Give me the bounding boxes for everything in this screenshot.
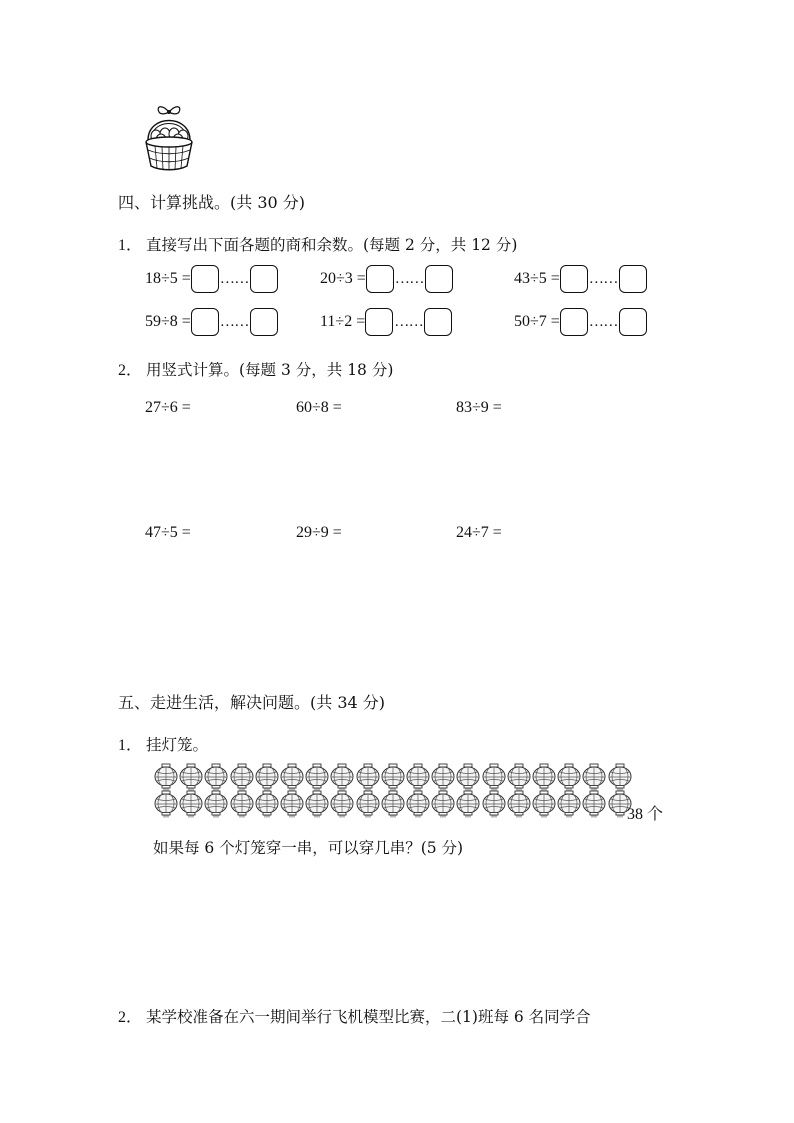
lantern-icon [178, 763, 204, 791]
lantern-icon [506, 790, 532, 818]
lantern-icon [430, 790, 456, 818]
lantern-icon [481, 763, 507, 791]
remainder-box[interactable] [250, 308, 278, 336]
lantern-icon [481, 790, 507, 818]
dots: …… [588, 313, 618, 330]
remainder-box[interactable] [425, 265, 453, 293]
lantern-icon [455, 763, 481, 791]
quotient-box[interactable] [560, 308, 588, 336]
lantern-icon [531, 790, 557, 818]
question-number: 1． [118, 237, 143, 254]
expression: 20÷3 = [320, 270, 366, 287]
lantern-icon [254, 790, 280, 818]
vertical-calc-item: 47÷5 = [145, 524, 191, 541]
vertical-calc-item: 60÷8 = [296, 399, 342, 416]
lantern-icon [279, 790, 305, 818]
lantern-icon [405, 763, 431, 791]
lantern-icon [203, 763, 229, 791]
section-5-title: 五、走进生活，解决问题。(共 34 分) [118, 693, 386, 712]
quotient-remainder-item [145, 265, 278, 293]
lantern-icon [355, 790, 381, 818]
dots: …… [219, 313, 249, 330]
lantern-icon [430, 763, 456, 791]
quotient-remainder-item [145, 308, 278, 336]
question-text: 直接写出下面各题的商和余数。(每题 2 分，共 12 分) [146, 236, 518, 254]
lantern-icon [153, 763, 179, 791]
dots: …… [394, 313, 424, 330]
lantern-icon [581, 763, 607, 791]
remainder-box[interactable] [619, 265, 647, 293]
lantern-icon [581, 790, 607, 818]
question-number: 2． [118, 362, 143, 379]
vertical-calc-item: 24÷7 = [456, 524, 502, 541]
vertical-calc-item: 83÷9 = [456, 399, 502, 416]
question-2-title [118, 357, 393, 380]
quotient-box[interactable] [366, 265, 394, 293]
question-text: 如果每 6 个灯笼穿一串，可以穿几串？(5 分) [153, 839, 464, 857]
lantern-icon [229, 763, 255, 791]
lantern-icon [405, 790, 431, 818]
vertical-calc-item: 27÷6 = [145, 399, 191, 416]
lantern-icon [203, 790, 229, 818]
dots: …… [588, 270, 618, 287]
question-1-title [118, 232, 517, 255]
lantern-icon [254, 763, 280, 791]
vertical-calc-item: 29÷9 = [296, 524, 342, 541]
expression: 11÷2 = [320, 313, 366, 330]
lantern-icon [380, 790, 406, 818]
lantern-icon [531, 763, 557, 791]
quotient-box[interactable] [191, 265, 219, 293]
question-text: 某学校准备在六一期间举行飞机模型比赛，二(1)班每 6 名同学合 [146, 1008, 591, 1026]
lantern-icon [556, 763, 582, 791]
lantern-icon [304, 763, 330, 791]
lantern-icon [279, 763, 305, 791]
lantern-icon [556, 790, 582, 818]
dots: …… [394, 270, 424, 287]
quotient-box[interactable] [191, 308, 219, 336]
lantern-icon [329, 763, 355, 791]
lantern-icon [455, 790, 481, 818]
expression: 18÷5 = [145, 270, 191, 287]
question-text: 用竖式计算。(每题 3 分，共 18 分) [146, 361, 394, 379]
expression: 50÷7 = [514, 313, 560, 330]
remainder-box[interactable] [619, 308, 647, 336]
quotient-box[interactable] [365, 308, 393, 336]
lantern-icon [380, 763, 406, 791]
lantern-icon [355, 763, 381, 791]
quotient-remainder-item [514, 265, 647, 293]
lantern-icon [329, 790, 355, 818]
quotient-remainder-item [320, 308, 452, 336]
quotient-remainder-item [514, 308, 647, 336]
question-number: 1． [118, 737, 143, 754]
remainder-box[interactable] [250, 265, 278, 293]
quotient-remainder-item [320, 265, 453, 293]
question-2-title [118, 1004, 591, 1027]
expression: 59÷8 = [145, 313, 191, 330]
lantern-icon [304, 790, 330, 818]
quotient-box[interactable] [560, 265, 588, 293]
lantern-icon [178, 790, 204, 818]
remainder-box[interactable] [424, 308, 452, 336]
lantern-icon [607, 763, 633, 791]
lantern-count-label: 38 个 [627, 806, 664, 823]
lantern-group [153, 763, 633, 819]
expression: 43÷5 = [514, 270, 560, 287]
question-1-title [118, 732, 208, 755]
question-number: 2． [118, 1009, 143, 1026]
lantern-icon [506, 763, 532, 791]
question-text: 挂灯笼。 [146, 736, 209, 754]
lantern-icon [229, 790, 255, 818]
section-4-title: 四、计算挑战。(共 30 分) [118, 193, 306, 212]
dots: …… [219, 270, 249, 287]
egg-basket-icon [140, 102, 198, 174]
lantern-icon [153, 790, 179, 818]
